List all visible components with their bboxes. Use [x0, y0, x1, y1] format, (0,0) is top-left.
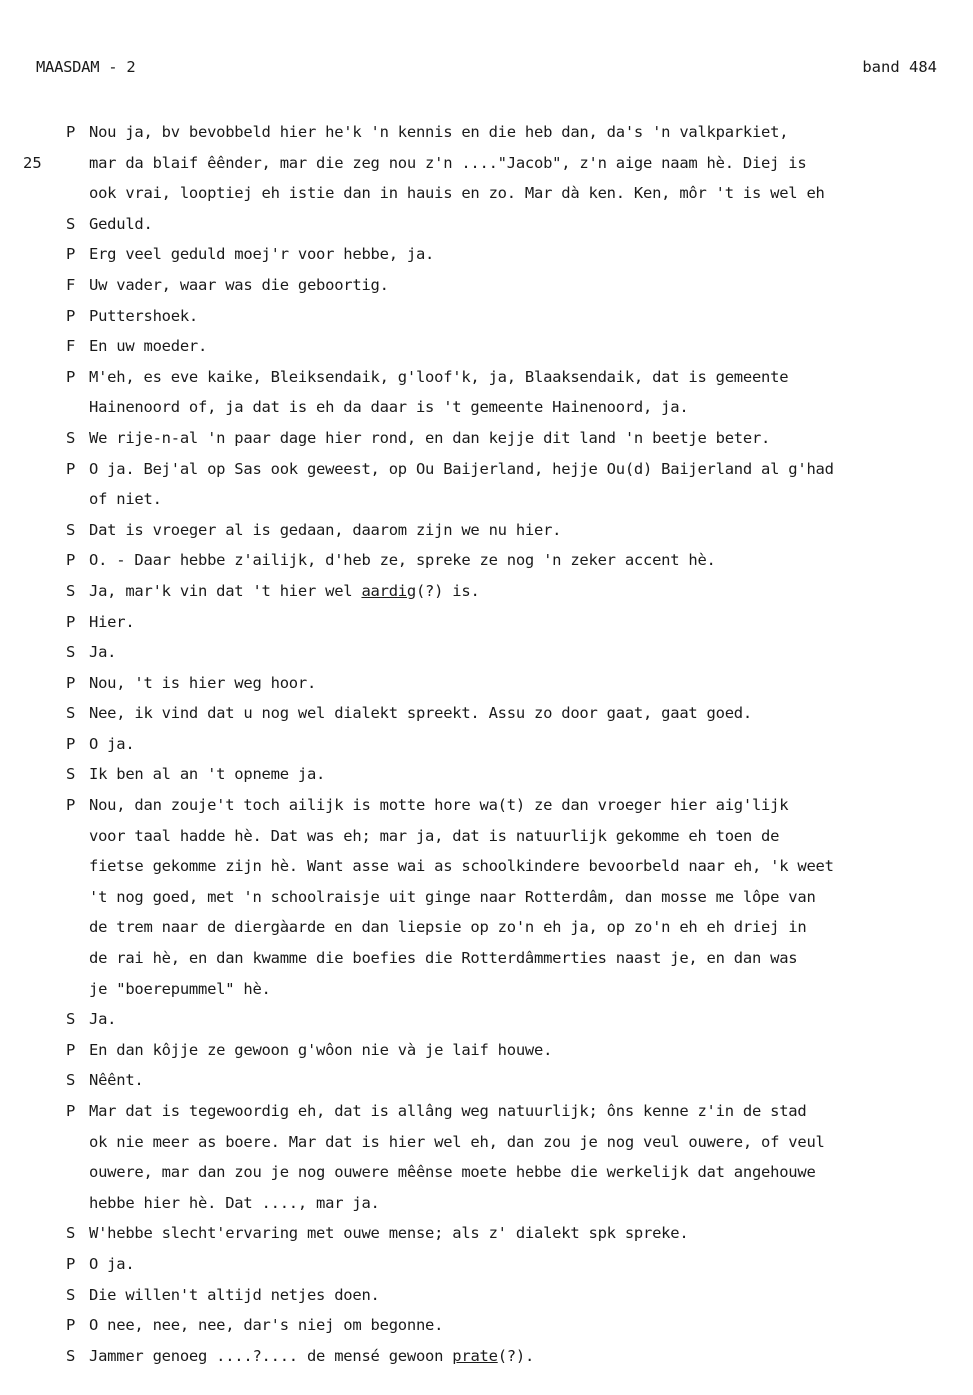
transcript-line: [66, 607, 961, 638]
speaker-label: P: [66, 1254, 76, 1273]
speaker-label: P: [66, 734, 76, 753]
utterance-text: Nee, ik vind dat u nog wel dialekt spreekt. Assu zo door gaat, gaat goed.: [89, 704, 752, 723]
utterance-text: M'eh, es eve kaike, Bleiksendaik, g'loof'k, ja, Blaaksendaik, dat is gemeente: [89, 367, 789, 386]
text-segment: Ja, mar'k vin dat 't hier wel: [89, 581, 362, 600]
utterance-text: Die willen't altijd netjes doen.: [89, 1285, 380, 1304]
utterance-text: Ik ben al an 't opneme ja.: [89, 765, 326, 784]
speaker-label: S: [66, 581, 76, 600]
band-number: band 484: [862, 58, 937, 76]
transcript-line: [66, 821, 961, 852]
transcript-line: [66, 576, 961, 607]
utterance-text: Puttershoek.: [89, 306, 198, 325]
transcript-line: [66, 759, 961, 790]
transcript-line: [66, 392, 961, 423]
utterance-text: Ja.: [89, 643, 117, 662]
transcript-line: [66, 1127, 961, 1158]
transcript-line: [66, 668, 961, 699]
speaker-label: S: [66, 643, 76, 662]
transcript-line: [66, 698, 961, 729]
utterance-text: Nou ja, bv bevobbeld hier he'k 'n kennis en die heb dan, da's 'n valkparkiet,: [89, 123, 789, 141]
transcript-line: [66, 484, 961, 515]
underlined-word: aardig: [361, 581, 416, 600]
utterance-text: fietse gekomme zijn hè. Want asse wai as schoolkindere bevoorbeld naar eh, 'k weet: [89, 857, 834, 876]
transcript-line: [66, 1341, 961, 1372]
utterance-text: W'hebbe slecht'ervaring met ouwe mense; als z' dialekt spk spreke.: [89, 1224, 689, 1243]
utterance-text: En dan kôjje ze gewoon g'wôon nie và je laif houwe.: [89, 1040, 553, 1059]
speaker-label: P: [66, 459, 76, 478]
speaker-label: P: [66, 612, 76, 631]
transcript-line: [66, 882, 961, 913]
utterance-text: Hainenoord of, ja dat is eh da daar is 't gemeente Hainenoord, ja.: [89, 398, 689, 417]
speaker-label: S: [66, 1010, 76, 1029]
utterance-text: de trem naar de diergàarde en dan liepsie op zo'n eh ja, op zo'n eh eh driej in: [89, 918, 807, 937]
speaker-label: S: [66, 765, 76, 784]
speaker-label: P: [66, 796, 76, 815]
utterance-text: [89, 576, 480, 607]
transcript-line: [66, 1157, 961, 1188]
transcript-line: [66, 362, 961, 393]
transcript-line: [66, 454, 961, 485]
transcript-line: [66, 974, 961, 1005]
transcript-line: [66, 301, 961, 332]
utterance-text: O ja. Bej'al op Sas ook geweest, op Ou Baijerland, hejje Ou(d) Baijerland al g'had: [89, 459, 834, 478]
transcript-line: [66, 1280, 961, 1311]
speaker-label: P: [66, 1102, 76, 1120]
transcript-line: [23, 148, 961, 179]
utterance-text: ok nie meer as boere. Mar dat is hier wel eh, dan zou je nog veul ouwere, of veul: [89, 1132, 825, 1151]
speaker-label: S: [66, 428, 76, 447]
speaker-label: P: [66, 673, 76, 692]
speaker-label: S: [66, 704, 76, 723]
transcript-line: [66, 729, 961, 760]
utterance-text: Hier.: [89, 612, 135, 631]
utterance-text: voor taal hadde hè. Dat was eh; mar ja, dat is natuurlijk gekomme eh toen de: [89, 826, 780, 845]
transcript-line: [66, 117, 961, 148]
utterance-text: Uw vader, waar was die geboortig.: [89, 275, 389, 294]
utterance-text: O ja.: [89, 1254, 135, 1273]
utterance-text: O. - Daar hebbe z'ailijk, d'heb ze, spreke ze nog 'n zeker accent hè.: [89, 551, 716, 570]
page-title: MAASDAM - 2: [36, 58, 136, 76]
speaker-label: S: [66, 1346, 76, 1365]
utterance-text: Dat is vroeger al is gedaan, daarom zijn we nu hier.: [89, 520, 562, 539]
utterance-text: We rije-n-al 'n paar dage hier rond, en dan kejje dit land 'n beetje beter.: [89, 428, 771, 447]
speaker-label: F: [66, 337, 76, 356]
utterance-text: hebbe hier hè. Dat ...., mar ja.: [89, 1193, 380, 1212]
utterance-text: je "boerepummel" hè.: [89, 979, 271, 998]
speaker-label: S: [66, 520, 76, 539]
transcript-line: [66, 1310, 961, 1341]
utterance-text: Erg veel geduld moej'r voor hebbe, ja.: [89, 245, 435, 264]
transcript-line: [66, 637, 961, 668]
speaker-label: F: [66, 275, 76, 294]
line-number: 25: [23, 153, 42, 172]
transcript-line: [66, 239, 961, 270]
text-segment: (?) is.: [415, 581, 480, 600]
speaker-label: S: [66, 1071, 76, 1090]
transcript-body: [23, 117, 961, 1371]
speaker-label: P: [66, 123, 76, 141]
utterance-text: Geduld.: [89, 214, 153, 233]
transcript-line: [66, 943, 961, 974]
transcript-line: [66, 1065, 961, 1096]
speaker-label: P: [66, 367, 76, 386]
transcript-line: [66, 209, 961, 240]
transcript-line: [66, 331, 961, 362]
text-segment: Jammer genoeg ....?.... de mensé gewoon: [89, 1346, 453, 1365]
underlined-word: prate: [452, 1346, 498, 1365]
utterance-text: Nou, dan zouje't toch ailijk is motte hore wa(t) ze dan vroeger hier aig'lijk: [89, 796, 789, 815]
utterance-text: O nee, nee, nee, dar's niej om begonne.: [89, 1316, 444, 1335]
utterance-text: de rai hè, en dan kwamme die boefies die Rotterdâmmerties naast je, en dan was: [89, 949, 798, 968]
transcript-line: [66, 1188, 961, 1219]
speaker-label: P: [66, 306, 76, 325]
transcript-line: [66, 1218, 961, 1249]
transcript-line: [66, 1096, 961, 1127]
transcript-line: [66, 178, 961, 209]
speaker-label: S: [66, 1285, 76, 1304]
transcript-line: [66, 851, 961, 882]
transcript-line: [66, 423, 961, 454]
utterance-text: Ja.: [89, 1010, 117, 1029]
utterance-text: Mar dat is tegewoordig eh, dat is allâng weg natuurlijk; ôns kenne z'in de stad: [89, 1102, 807, 1120]
utterance-text: [89, 1341, 534, 1372]
transcript-line: [66, 912, 961, 943]
speaker-label: S: [66, 1224, 76, 1243]
speaker-label: P: [66, 551, 76, 570]
utterance-text: mar da blaif êênder, mar die zeg nou z'n ...."Jacob", z'n aige naam hè. Diej is: [89, 153, 807, 172]
speaker-label: P: [66, 1040, 76, 1059]
transcript-line: [66, 545, 961, 576]
utterance-text: ook vrai, looptiej eh istie dan in hauis en zo. Mar dà ken. Ken, môr 't is wel eh: [89, 184, 825, 203]
utterance-text: ouwere, mar dan zou je nog ouwere mêênse moete hebbe die werkelijk dat angehouwe: [89, 1163, 816, 1182]
utterance-text: Nêênt.: [89, 1071, 144, 1090]
transcript-line: [66, 270, 961, 301]
utterance-text: of niet.: [89, 490, 162, 509]
speaker-label: P: [66, 1316, 76, 1335]
speaker-label: S: [66, 214, 76, 233]
transcript-line: [66, 515, 961, 546]
utterance-text: En uw moeder.: [89, 337, 208, 356]
text-segment: (?).: [497, 1346, 535, 1365]
transcript-line: [66, 1249, 961, 1280]
transcript-line: [66, 1004, 961, 1035]
utterance-text: Nou, 't is hier weg hoor.: [89, 673, 317, 692]
transcript-line: [66, 790, 961, 821]
utterance-text: O ja.: [89, 734, 135, 753]
utterance-text: 't nog goed, met 'n schoolraisje uit ginge naar Rotterdâm, dan mosse me lôpe van: [89, 887, 816, 906]
speaker-label: P: [66, 245, 76, 264]
transcript-line: [66, 1035, 961, 1066]
